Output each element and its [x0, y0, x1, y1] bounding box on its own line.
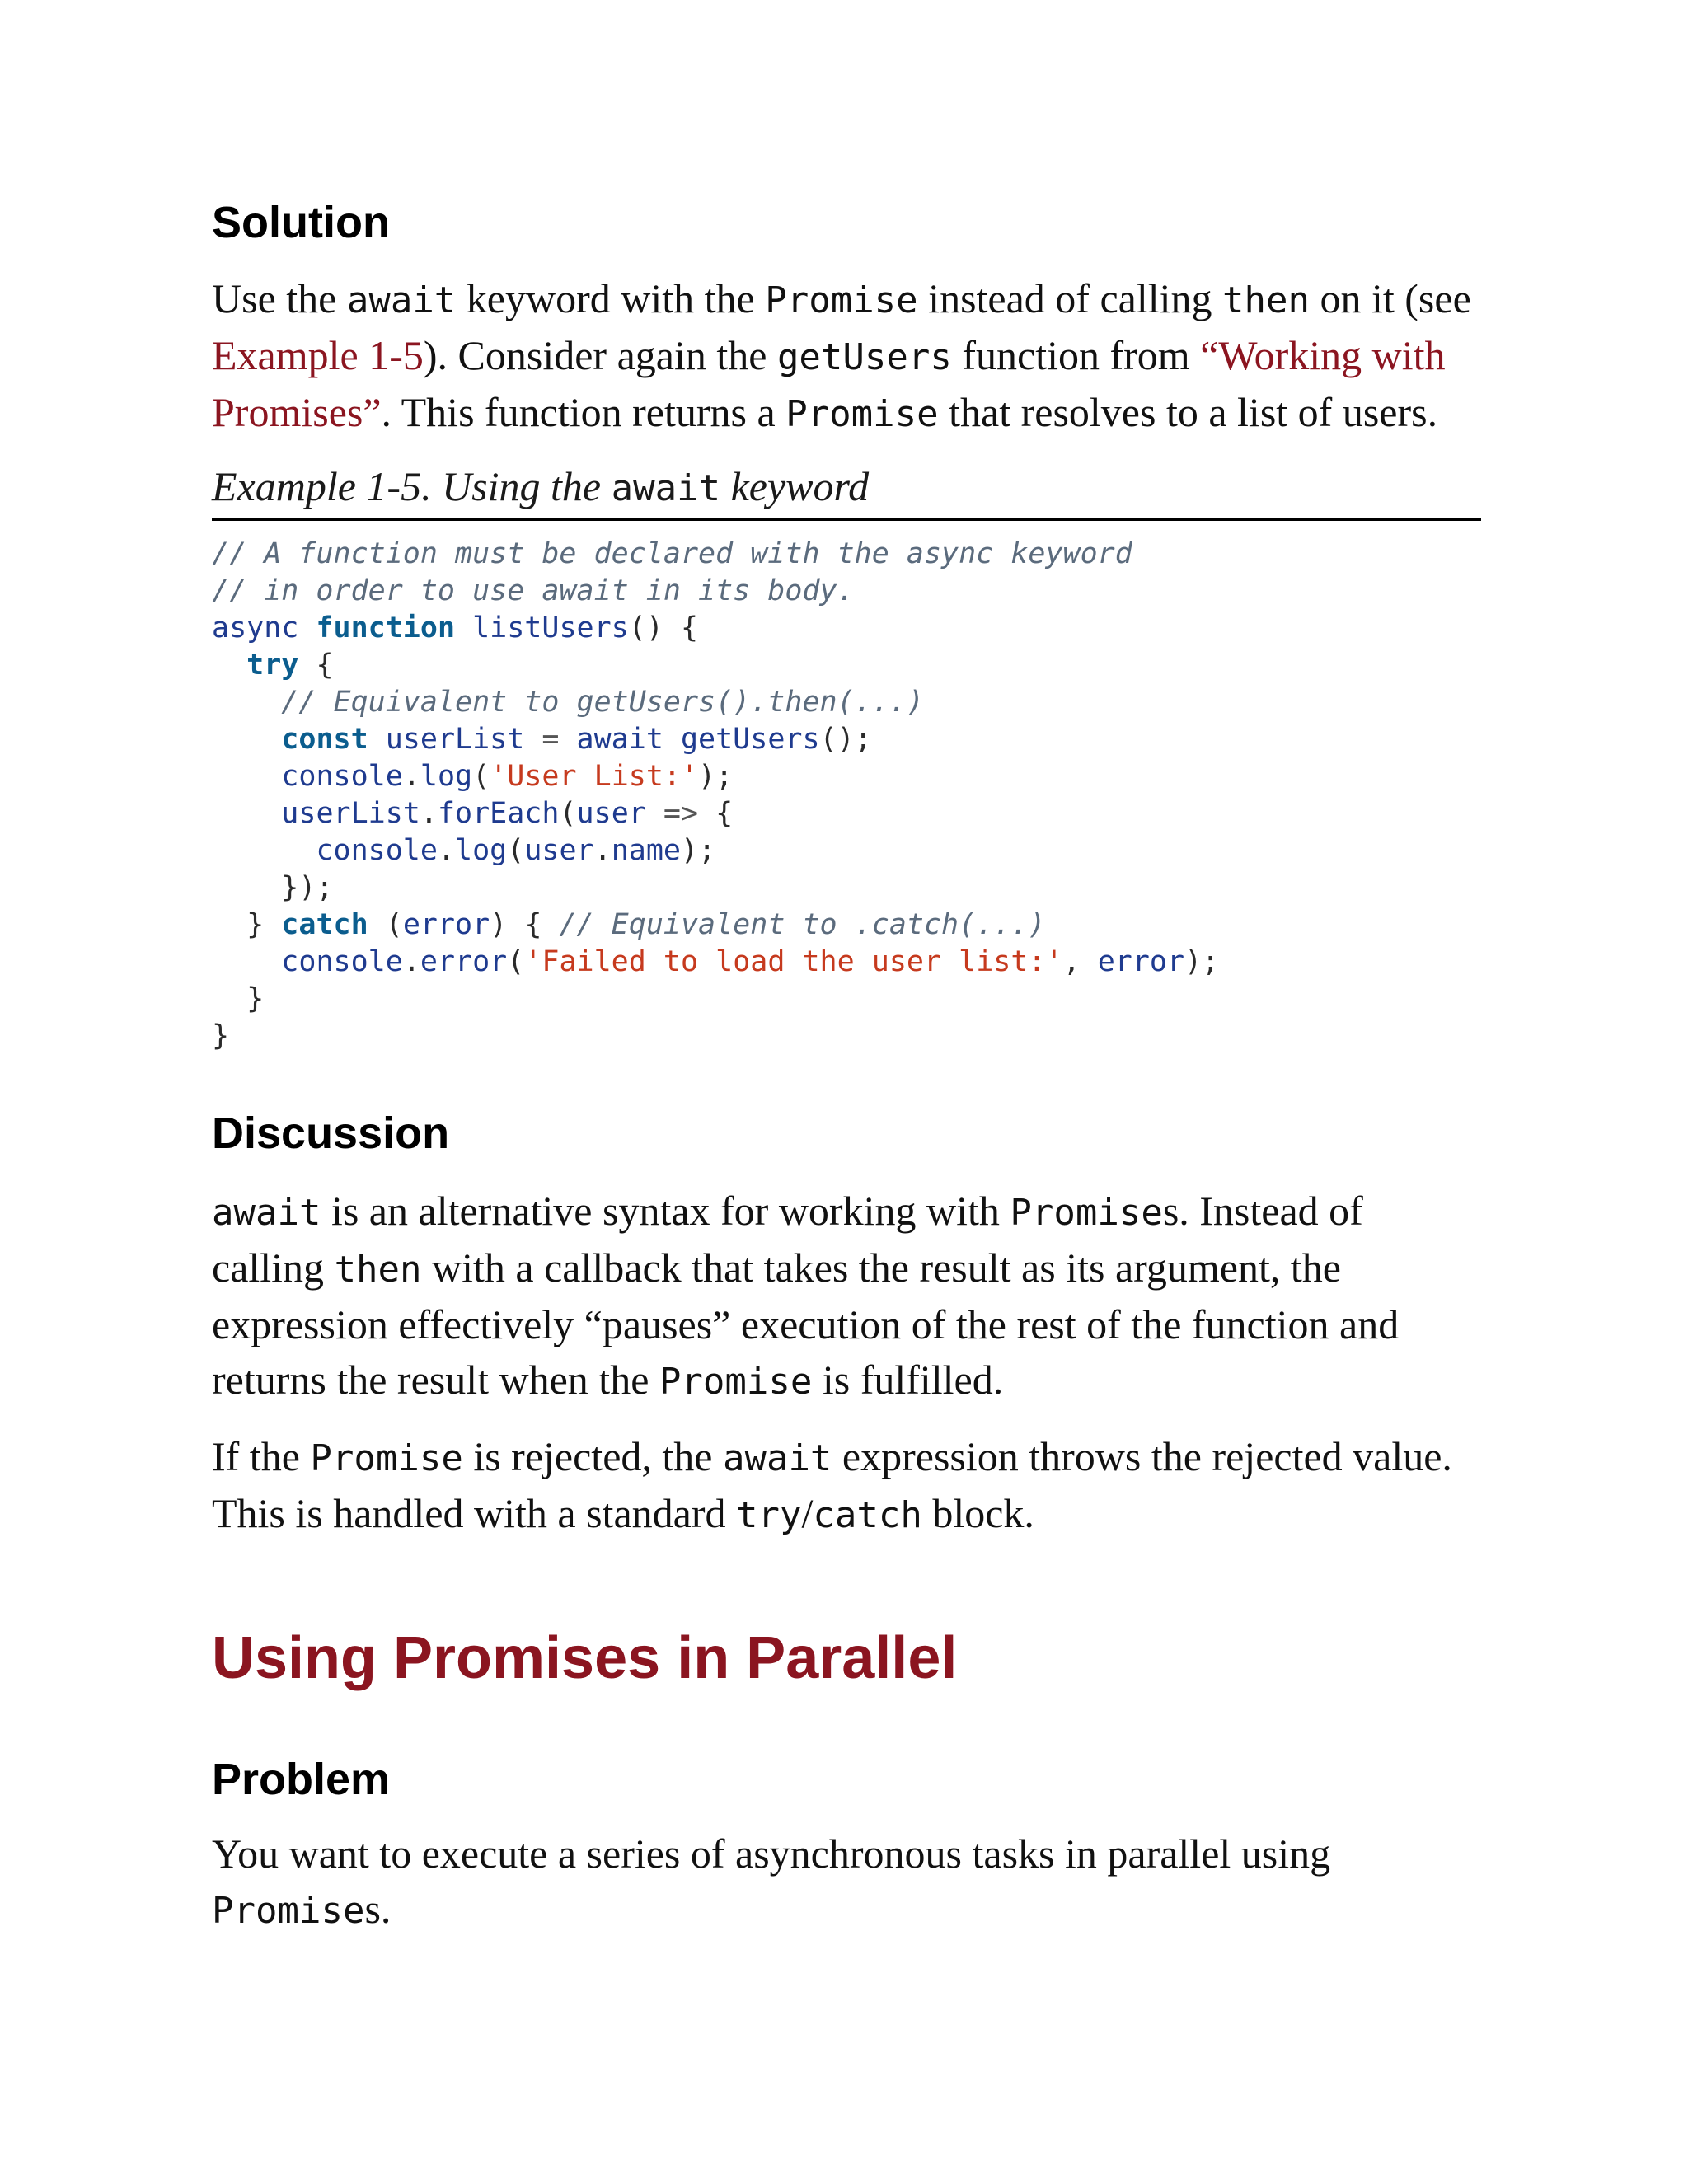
code-token: function	[316, 612, 456, 644]
problem-heading: Problem	[212, 1755, 391, 1804]
section-title: Using Promises in Parallel	[212, 1625, 958, 1691]
text: expression effectively “pauses” execution of the rest of the function and	[212, 1301, 1400, 1347]
code-token: }	[212, 1019, 230, 1052]
text: block.	[921, 1490, 1034, 1536]
code-token: console	[281, 945, 403, 978]
code-token: {	[715, 797, 734, 830]
code-token: {	[298, 649, 334, 682]
code-token: }	[212, 982, 265, 1015]
code-token: log	[420, 760, 473, 793]
code-token	[212, 945, 281, 978]
code-token: );	[698, 760, 734, 793]
code-token: (	[368, 908, 403, 941]
text: with a callback that takes the result as its argument, the	[421, 1244, 1341, 1291]
inline-code: Promise	[785, 393, 939, 435]
inline-code: then	[334, 1249, 422, 1291]
code-token: forEach	[437, 797, 560, 830]
code-line	[212, 686, 924, 719]
code-token: .	[402, 760, 420, 793]
code-token: (	[559, 797, 577, 830]
solution-heading: Solution	[212, 198, 390, 247]
code-token	[212, 686, 281, 719]
code-token: const	[281, 723, 368, 756]
code-token	[455, 612, 472, 644]
inline-code: await	[722, 1437, 832, 1479]
code-line	[212, 537, 1132, 570]
code-token: .	[437, 834, 456, 867]
text: keyword	[720, 463, 870, 509]
text: calling	[212, 1244, 335, 1291]
code-token: // in order to use await in its body.	[212, 574, 855, 607]
text: . This function returns a	[381, 389, 786, 435]
inline-code: await	[212, 1192, 321, 1234]
code-token	[212, 834, 316, 867]
code-token	[212, 797, 281, 830]
inline-code: Promise	[212, 1890, 365, 1932]
text: ). Consider again the	[423, 332, 777, 378]
text: expression throws the rejected value.	[832, 1433, 1452, 1479]
inline-code: Promise	[1010, 1192, 1163, 1234]
inline-code: Promise	[765, 279, 918, 321]
code-token	[368, 723, 386, 756]
code-token: () {	[628, 612, 699, 644]
code-token: catch	[281, 908, 368, 941]
code-token: ) {	[490, 908, 560, 941]
code-token: userList	[281, 797, 420, 830]
code-token: try	[246, 649, 299, 682]
code-token: .	[420, 797, 438, 830]
text: Example 1-5. Using the	[212, 463, 612, 509]
code-token	[212, 760, 281, 793]
code-token: });	[212, 871, 334, 904]
text: This is handled with a standard	[212, 1490, 736, 1536]
code-line	[212, 649, 334, 682]
code-token: log	[455, 834, 508, 867]
inline-code: catch	[813, 1494, 922, 1536]
code-token: }	[212, 908, 282, 941]
code-token: (	[472, 760, 490, 793]
code-token: user	[576, 797, 646, 830]
code-token: (	[507, 834, 525, 867]
solution-paragraph	[212, 271, 1481, 442]
code-token: 'User List:'	[490, 760, 699, 793]
code-line	[212, 723, 872, 756]
code-token	[212, 723, 281, 756]
code-line	[212, 1019, 229, 1052]
code-token	[212, 649, 246, 682]
text: Use the	[212, 275, 347, 321]
discussion-heading: Discussion	[212, 1108, 450, 1158]
code-token: name	[611, 834, 681, 867]
discussion-paragraph-2	[212, 1429, 1481, 1543]
code-line	[212, 797, 733, 830]
text: s.	[364, 1886, 392, 1932]
code-token: console	[316, 834, 438, 867]
text: keyword with the	[456, 275, 766, 321]
code-token: ,	[1062, 945, 1098, 978]
code-line	[212, 834, 715, 867]
inline-code: await	[611, 467, 721, 509]
inline-code: try	[736, 1494, 802, 1536]
code-token: error	[1097, 945, 1185, 978]
code-token: console	[281, 760, 403, 793]
text: instead of calling	[917, 275, 1223, 321]
example-caption	[212, 462, 1481, 521]
code-token: listUsers	[472, 612, 629, 644]
working-with-promises-link[interactable]: “Working with	[1200, 332, 1446, 378]
code-token: .	[593, 834, 612, 867]
code-token: =	[524, 723, 577, 756]
code-token: );	[681, 834, 716, 867]
code-token: getUsers	[680, 723, 820, 756]
text: is an alternative syntax for working with	[321, 1188, 1010, 1234]
code-token: .	[402, 945, 420, 978]
code-token: ();	[819, 723, 872, 756]
code-token: );	[1184, 945, 1220, 978]
code-line	[212, 612, 698, 644]
code-line	[212, 982, 264, 1015]
code-token: // Equivalent to .catch(...)	[559, 908, 1046, 941]
code-token: error	[402, 908, 490, 941]
code-line	[212, 760, 733, 793]
code-line	[212, 871, 334, 904]
text: If the	[212, 1433, 311, 1479]
code-line	[212, 945, 1219, 978]
problem-paragraph	[212, 1826, 1481, 1938]
document-page	[212, 194, 1481, 1938]
discussion-paragraph-1	[212, 1183, 1481, 1409]
text: function from	[951, 332, 1201, 378]
text: that resolves to a list of users.	[938, 389, 1438, 435]
code-token: (	[507, 945, 525, 978]
code-token: =>	[645, 797, 716, 830]
code-token: async	[212, 612, 316, 644]
inline-code: Promise	[659, 1361, 813, 1403]
text: is rejected, the	[462, 1433, 723, 1479]
text: You want to execute a series of asynchronous tasks in parallel using	[212, 1830, 1331, 1877]
code-token: user	[524, 834, 594, 867]
inline-code: then	[1222, 279, 1310, 321]
inline-code: Promise	[310, 1437, 463, 1479]
code-block	[212, 536, 1481, 1055]
inline-code: await	[346, 279, 457, 321]
text: /	[801, 1490, 814, 1536]
text: returns the result when the	[212, 1357, 659, 1403]
code-line	[212, 908, 1045, 941]
code-token: // A function must be declared with the async keyword	[212, 537, 1132, 570]
example-1-5-link[interactable]: Example 1-5	[212, 332, 424, 378]
code-token: error	[420, 945, 508, 978]
code-token: await	[576, 723, 663, 756]
text: on it (see	[1309, 275, 1471, 321]
code-token	[663, 723, 681, 756]
code-line	[212, 574, 855, 607]
working-with-promises-link-cont[interactable]: Promises”	[212, 389, 382, 435]
code-token: userList	[385, 723, 525, 756]
text: is fulfilled.	[812, 1357, 1004, 1403]
inline-code: getUsers	[776, 336, 952, 378]
code-token: // Equivalent to getUsers().then(...)	[281, 686, 924, 719]
text: s. Instead of	[1162, 1188, 1363, 1234]
code-token: 'Failed to load the user list:'	[524, 945, 1063, 978]
